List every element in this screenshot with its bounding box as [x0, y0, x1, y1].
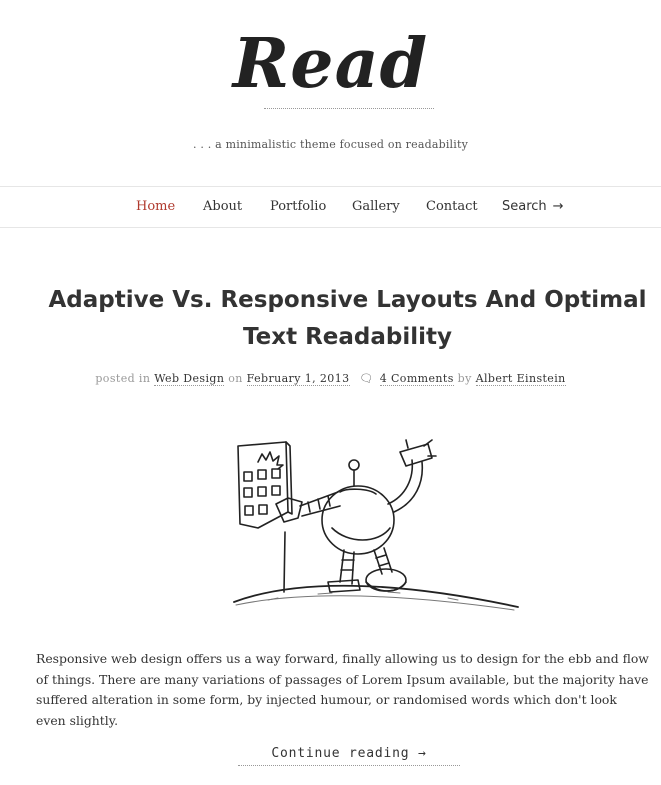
- category-link[interactable]: Web Design: [154, 372, 225, 385]
- post-meta: [0, 372, 661, 385]
- author-link[interactable]: Albert Einstein: [475, 372, 566, 385]
- speech-bubble-icon: 🗨: [359, 372, 374, 385]
- nav-item-gallery[interactable]: Gallery: [352, 199, 400, 214]
- meta-posted-in: posted in: [95, 372, 151, 385]
- date-link[interactable]: February 1, 2013: [246, 372, 350, 385]
- nav-item-home[interactable]: Home: [136, 199, 176, 214]
- search-label: Search: [502, 199, 547, 214]
- robot-sketch-illustration: [228, 432, 524, 620]
- post-title[interactable]: Adaptive Vs. Responsive Layouts And Optimal Text Readability: [48, 287, 647, 350]
- site-logo[interactable]: Read: [232, 24, 429, 104]
- meta-by: by: [457, 372, 472, 385]
- continue-reading-link[interactable]: Continue reading →: [238, 746, 460, 766]
- arrow-right-icon: →: [552, 199, 564, 214]
- meta-on: on: [228, 372, 243, 385]
- logo-divider: [264, 108, 434, 109]
- nav-search-button[interactable]: [502, 199, 564, 214]
- nav-item-portfolio[interactable]: Portfolio: [270, 199, 327, 214]
- site-tagline: . . . a minimalistic theme focused on readability: [192, 138, 469, 151]
- site-header: [0, 0, 661, 186]
- comments-link[interactable]: 4 Comments: [379, 372, 454, 385]
- nav-item-about[interactable]: About: [203, 199, 243, 214]
- post-excerpt: Responsive web design offers us a way forward, finally allowing us to design for the ebb and flow of things. There are many variations of passages of Lorem Ipsum available, but the majority have suffered alteration in some form, by injected humour, or randomised words which don't look even slightly.: [36, 651, 649, 728]
- nav-item-contact[interactable]: Contact: [426, 199, 478, 214]
- main-navigation: [0, 186, 661, 228]
